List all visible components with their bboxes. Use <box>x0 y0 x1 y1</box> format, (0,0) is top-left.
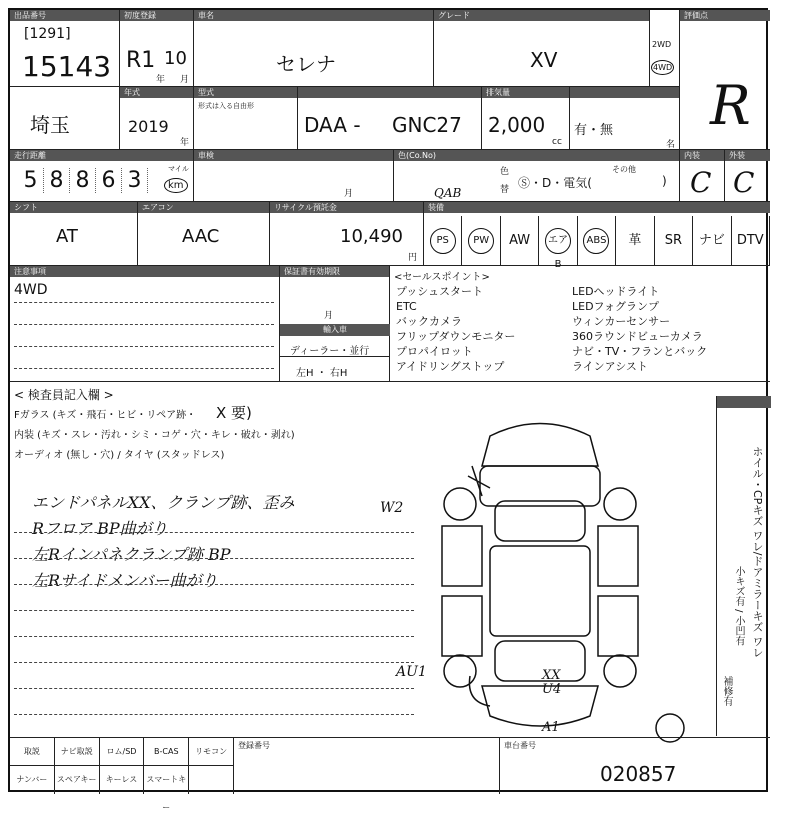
side-legend-col1: ホイル・CPキズ ワレ/ドアミラーキズ ワレ <box>751 446 764 659</box>
side-legend <box>716 396 770 736</box>
lot-bracket: [1291] <box>24 26 71 42</box>
interior-score: C <box>690 166 712 199</box>
cc-label: 排気量 <box>482 87 569 98</box>
selling-point: プッシュスタート <box>396 285 484 298</box>
selling-point: プロパイロット <box>396 345 473 358</box>
equipment-item <box>539 216 577 270</box>
mark-au1: AU1 <box>396 664 427 680</box>
equipment-item <box>693 216 731 266</box>
glass-line: Fガラス (キズ・飛石・ヒビ・リペア跡・ <box>14 410 197 421</box>
selling-point: LEDヘッドライト <box>572 285 660 298</box>
equipment-item <box>616 216 654 266</box>
car-name-label: 車名 <box>194 10 433 21</box>
footer-item: キーレス <box>100 766 145 794</box>
footer-item: スペアキー <box>55 766 100 794</box>
grade-label: グレード <box>434 10 649 21</box>
shaken-label: 車検 <box>194 150 393 161</box>
equipment-label: DTV <box>736 233 764 248</box>
selling-point: バックカメラ <box>396 315 462 328</box>
interior-score-cell <box>680 150 725 202</box>
year-suffix: 年 <box>180 138 190 148</box>
right-rear-wheel <box>604 655 636 687</box>
era: R1 <box>126 48 156 73</box>
selling-left-list <box>396 284 515 374</box>
roof-center <box>490 546 590 636</box>
dealer-parallel: ディーラー・並行 <box>290 346 370 357</box>
mileage-digits <box>18 168 148 193</box>
mileage-digit: 8 <box>44 168 70 193</box>
equipment-label: PW <box>468 228 494 254</box>
footer-item: 取説 <box>10 738 55 766</box>
side-legend-col3: 補修有 <box>721 676 732 706</box>
selling-point: ウィンカーセンサー <box>572 315 671 328</box>
auction-sheet <box>8 8 768 812</box>
inspector-title: < 検査員記入欄 > <box>14 388 114 402</box>
inspector-area <box>10 382 770 738</box>
equipment-label: ABS <box>583 228 609 254</box>
equipment-item <box>578 216 616 266</box>
model-cell <box>298 87 482 150</box>
year-label: 年式 <box>120 87 193 98</box>
left-front-wheel <box>444 488 476 520</box>
footer-reg-label: 登録番号 <box>238 741 270 750</box>
exterior-score-cell <box>725 150 770 202</box>
equipment-label: PS <box>430 228 456 254</box>
right-front-door <box>598 526 638 586</box>
side-legend-col2: 小キズ有 / 小凹有 <box>733 566 744 646</box>
mark-xx: XX <box>542 668 561 683</box>
recycle-fee: 10,490 <box>340 226 403 247</box>
footer-item: ナビ取説 <box>55 738 100 766</box>
interior-label: 内装 <box>680 150 724 161</box>
chassis-label: 車台番号 <box>504 741 536 750</box>
model-label: 型式 <box>194 87 297 98</box>
drive-cell <box>650 10 680 87</box>
equipment-label: SR <box>664 233 683 248</box>
footer-reg-cell <box>234 738 500 794</box>
selling-point: 360ラウンドビューカメラ <box>572 330 703 343</box>
mark-a1: A1 <box>542 720 560 735</box>
footer-item <box>189 766 234 794</box>
right-rear-door <box>598 596 638 656</box>
footer-items <box>10 738 234 812</box>
selling-point: フリップダウンモニター <box>396 330 516 343</box>
car-name-cell <box>194 10 434 87</box>
mark-w2: W2 <box>380 500 404 516</box>
equipment-label: 革 <box>628 233 642 248</box>
shaken-cell <box>194 150 394 202</box>
glass-note: X 要) <box>216 404 252 422</box>
left-rear-wheel <box>444 655 476 687</box>
interior-line: 内装 (キズ・スレ・汚れ・シミ・コゲ・穴・キレ・破れ・剥れ) <box>14 430 295 441</box>
footer-item: B-CAS <box>144 738 189 766</box>
rear-bumper-outline <box>482 686 598 726</box>
model-year: 2019 <box>128 117 169 136</box>
mileage-label: 走行距離 <box>10 150 193 161</box>
rear-glass <box>495 641 585 681</box>
equipment-item <box>501 216 539 266</box>
front-panel <box>480 466 600 506</box>
model-note: 形式は入る自由形 <box>198 102 254 110</box>
equipment-item <box>655 216 693 266</box>
warranty-label: 保証書有効期限 <box>280 266 389 277</box>
equipment-list <box>424 216 770 270</box>
yen-unit: 円 <box>408 253 418 263</box>
mileage-digit: 3 <box>122 168 148 193</box>
displacement: 2,000 <box>488 113 546 137</box>
grade: XV <box>530 48 558 72</box>
front-hood-outline <box>482 424 598 467</box>
footer-item: リモコン <box>189 738 234 766</box>
region: 埼玉 <box>30 113 70 137</box>
displacement-cell <box>482 87 570 150</box>
yes-no-cell <box>570 87 680 150</box>
notes-label: 注意事項 <box>10 266 279 277</box>
ac-cell <box>138 202 270 266</box>
mark-u4: U4 <box>542 682 562 697</box>
first-reg-label: 初度登録 <box>120 10 193 21</box>
shift-label: シフト <box>10 202 137 213</box>
color-cell <box>394 150 680 202</box>
equipment-label: エアB <box>545 228 571 254</box>
ac: AAC <box>182 226 220 247</box>
selling-label: <セールスポイント> <box>394 272 490 283</box>
paint-other: その他 <box>612 165 636 174</box>
equipment-item <box>732 216 770 266</box>
chassis-number: 020857 <box>600 762 677 786</box>
import-label: 輸入車 <box>280 324 390 336</box>
name-suffix: 名 <box>666 140 676 150</box>
damage-mark-w2 <box>468 466 490 496</box>
model-code: GNC27 <box>392 113 462 137</box>
model-note-cell <box>194 87 298 150</box>
footer-item: ロム/SD <box>100 738 145 766</box>
month-unit: 月 <box>180 75 190 85</box>
equipment-label: ナビ <box>698 233 725 248</box>
paint-close: ) <box>662 174 667 188</box>
cc-unit: cc <box>552 137 562 147</box>
selling-points-cell <box>390 266 770 382</box>
footer-row-2 <box>10 766 234 812</box>
footer-item: ナンバー <box>10 766 55 794</box>
selling-point: ナビ・TV・フランとバック <box>572 345 708 358</box>
grade-cell <box>434 10 650 87</box>
region-label: 登録番号 <box>14 88 46 97</box>
selling-point: アイドリングストップ <box>396 360 505 373</box>
km-unit: km <box>164 178 188 193</box>
recycle-label: リサイクル預託金 <box>270 202 423 213</box>
first-reg-cell <box>120 10 194 87</box>
shift: AT <box>56 226 78 247</box>
yes-no: 有・無 <box>574 123 614 138</box>
handwritten-line: Rフロア BP曲がり <box>32 519 168 538</box>
drive-4wd: 4WD <box>651 60 674 75</box>
color-code: QAB <box>434 186 462 200</box>
equipment-label: 装備 <box>424 202 770 213</box>
notes-cell <box>10 266 280 382</box>
model-prefix: DAA - <box>304 113 361 137</box>
warranty-cell <box>280 266 390 382</box>
year-unit: 年 <box>156 75 166 85</box>
color-label: 色(Co.No) <box>394 150 679 161</box>
roof-front <box>495 501 585 541</box>
equipment-item <box>462 216 500 266</box>
shaken-month: 月 <box>344 189 354 199</box>
selling-point: ラインアシスト <box>572 360 648 373</box>
right-front-wheel <box>604 488 636 520</box>
handwritten-line: 左Rサイドメンバー曲がり <box>32 571 218 590</box>
eval-label: 評価点 <box>680 10 770 21</box>
lot-label: 出品番号 <box>10 10 119 21</box>
audio-line: オーディオ (無し・穴) / タイヤ (スタッドレス) <box>14 450 225 461</box>
reg-month: 10 <box>164 48 187 69</box>
equipment-label: AW <box>509 233 531 248</box>
left-rear-door <box>442 596 482 656</box>
ac-label: エアコン <box>138 202 269 213</box>
warranty-month: 月 <box>324 311 334 321</box>
eval-score: R <box>710 74 751 137</box>
equipment-item <box>424 216 462 266</box>
region-cell <box>10 87 120 150</box>
lot-number: 15143 <box>22 50 112 83</box>
mileage-digit: 5 <box>18 168 44 193</box>
paint-type: Ⓢ・D・電気( <box>518 176 592 190</box>
mileage-digit: 8 <box>70 168 96 193</box>
lot-cell <box>10 10 120 87</box>
color-side-2: 替 <box>500 185 510 195</box>
footer-row-1 <box>10 738 234 766</box>
shift-cell <box>10 202 138 266</box>
exterior-label: 外装 <box>725 150 770 161</box>
color-side-1: 色 <box>500 167 510 177</box>
mileage-cell <box>10 150 194 202</box>
selling-right-list <box>572 284 707 374</box>
car-diagram <box>370 406 710 736</box>
footer-chassis-cell <box>500 738 770 794</box>
steering-side: 左H ・ 右H <box>296 368 348 379</box>
drive-2wd: 2WD <box>652 40 672 49</box>
selling-point: ETC <box>396 300 417 313</box>
recycle-cell <box>270 202 424 266</box>
handwritten-line: 左Rインパネクランプ跡 BP <box>32 545 231 564</box>
car-name: セレナ <box>276 52 336 76</box>
footer-item: スマートキー <box>144 766 189 794</box>
selling-point: LEDフォグランプ <box>572 300 659 313</box>
mile-unit: マイル <box>168 165 189 173</box>
exterior-score: C <box>733 166 755 199</box>
handwritten-line: エンドパネルXX、クランプ跡、歪み <box>32 493 295 512</box>
mileage-digit: 6 <box>96 168 122 193</box>
left-front-door <box>442 526 482 586</box>
equipment-cell <box>424 202 770 270</box>
eval-cell <box>680 10 770 150</box>
year-cell <box>120 87 194 150</box>
notes-line-1: 4WD <box>14 282 48 298</box>
